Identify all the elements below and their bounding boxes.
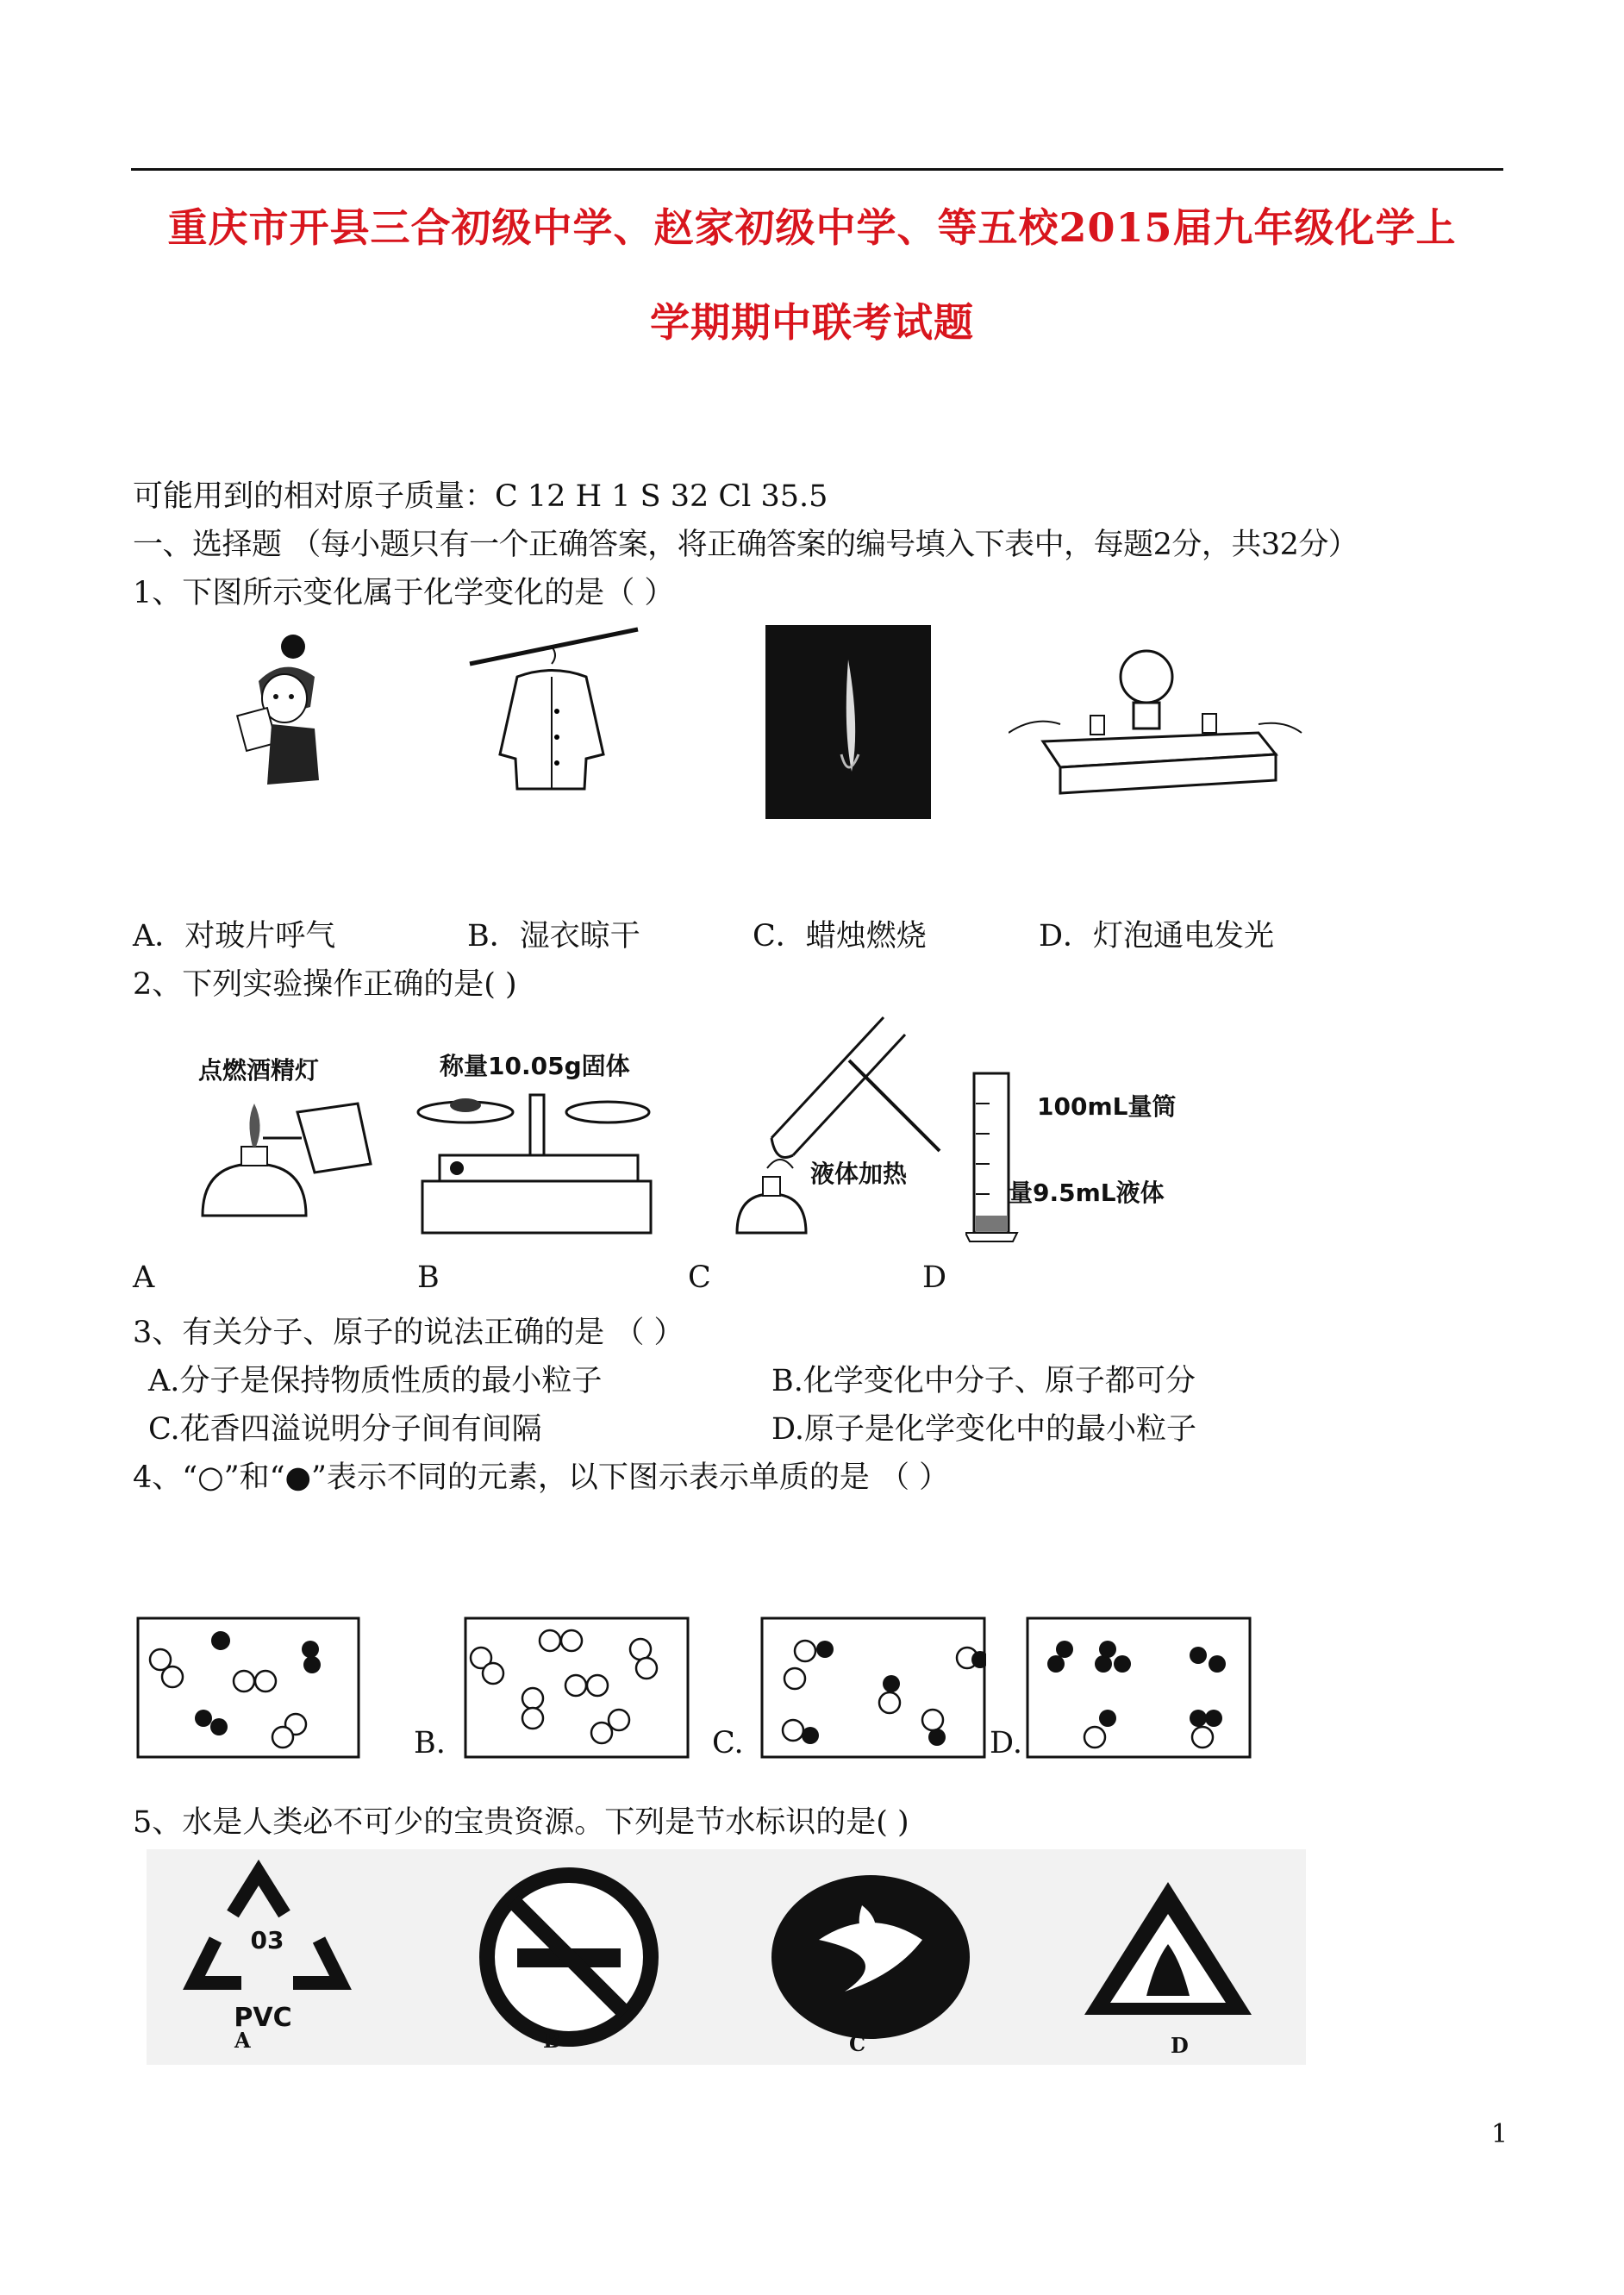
q3-option-b[interactable]: B.化学变化中分子、原子都可分 (771, 1364, 1196, 1398)
q4-box-a[interactable] (136, 1617, 360, 1759)
liquid-heating-figure (720, 1009, 970, 1241)
page-title-line1: 重庆市开县三合初级中学、赵家初级中学、等五校2015届九年级化学上 (167, 204, 1457, 251)
q2-label-heat-liquid: 液体加热 (810, 1160, 908, 1188)
page-number: 1 (1491, 2119, 1508, 2149)
q4-box-c[interactable] (760, 1617, 986, 1759)
q2-label-measure: 量9.5mL液体 (1009, 1179, 1165, 1207)
flammable-warning-icon[interactable] (1077, 1875, 1259, 2022)
recycle-code: 03 (250, 1926, 284, 1954)
q4-box-d[interactable] (1026, 1617, 1252, 1759)
question-2-stem: 2、下列实验操作正确的是( ) (133, 967, 517, 1002)
q2-option-c[interactable]: C (688, 1260, 711, 1295)
no-smoking-icon[interactable] (465, 1867, 672, 2048)
q5-option-d[interactable]: D (1171, 2033, 1189, 2058)
girl-breathing-figure (233, 629, 336, 793)
question-5-stem: 5、水是人类必不可少的宝贵资源。下列是节水标识的是( ) (133, 1805, 909, 1840)
q3-option-c[interactable]: C.花香四溢说明分子间有间隔 (148, 1412, 542, 1447)
page-title-line2: 学期期中联考试题 (650, 299, 974, 346)
recycle-text: PVC (234, 2003, 292, 2033)
q4-option-b[interactable]: B. (414, 1726, 446, 1760)
water-saving-icon[interactable] (767, 1871, 974, 2043)
q2-option-a[interactable]: A (133, 1260, 155, 1295)
q1-option-b[interactable]: B．湿衣晾干 (467, 919, 640, 954)
q5-option-a[interactable]: A (234, 2028, 251, 2053)
light-alcohol-lamp-figure (185, 1086, 384, 1241)
q5-option-c[interactable]: C (849, 2031, 866, 2056)
recycle-pvc-icon[interactable] (172, 1854, 362, 2052)
q2-label-light-lamp: 点燃酒精灯 (198, 1056, 320, 1085)
q2-label-cylinder: 100mL量筒 (1037, 1092, 1177, 1121)
q5-option-b[interactable]: B (543, 2028, 561, 2053)
q1-option-d[interactable]: D．灯泡通电发光 (1039, 919, 1275, 954)
hanging-shirt-figure (465, 625, 646, 793)
q2-label-weigh: 称量10.05g固体 (440, 1052, 630, 1080)
balance-scale-figure (414, 1086, 655, 1250)
q3-option-a[interactable]: A.分子是保持物质性质的最小粒子 (148, 1364, 603, 1398)
q1-option-c[interactable]: C．蜡烛燃烧 (753, 919, 927, 954)
q1-option-a[interactable]: A．对玻片呼气 (133, 919, 336, 954)
q4-option-c[interactable]: C. (712, 1726, 744, 1760)
header-rule (131, 168, 1503, 171)
q4-option-d[interactable]: D. (990, 1726, 1022, 1760)
measuring-cylinder-figure (965, 1069, 1026, 1246)
atomic-mass-line: 可能用到的相对原子质量：C 12 H 1 S 32 Cl 35.5 (133, 479, 828, 514)
section-heading: 一、选择题 （每小题只有一个正确答案，将正确答案的编号填入下表中，每题2分，共32分） (133, 528, 1359, 562)
q3-option-d[interactable]: D.原子是化学变化中的最小粒子 (771, 1412, 1196, 1447)
question-1-stem: 1、下图所示变化属于化学变化的是（ ） (133, 576, 675, 610)
question-3-stem: 3、有关分子、原子的说法正确的是 （ ） (133, 1316, 684, 1350)
q2-option-d[interactable]: D (922, 1260, 947, 1295)
q4-box-b[interactable] (464, 1617, 690, 1759)
q2-option-b[interactable]: B (417, 1260, 440, 1295)
bulb-circuit-figure (1009, 638, 1310, 810)
candle-burning-figure (765, 625, 931, 819)
question-4-stem: 4、“○”和“●”表示不同的元素，以下图示表示单质的是 （ ） (133, 1460, 950, 1495)
